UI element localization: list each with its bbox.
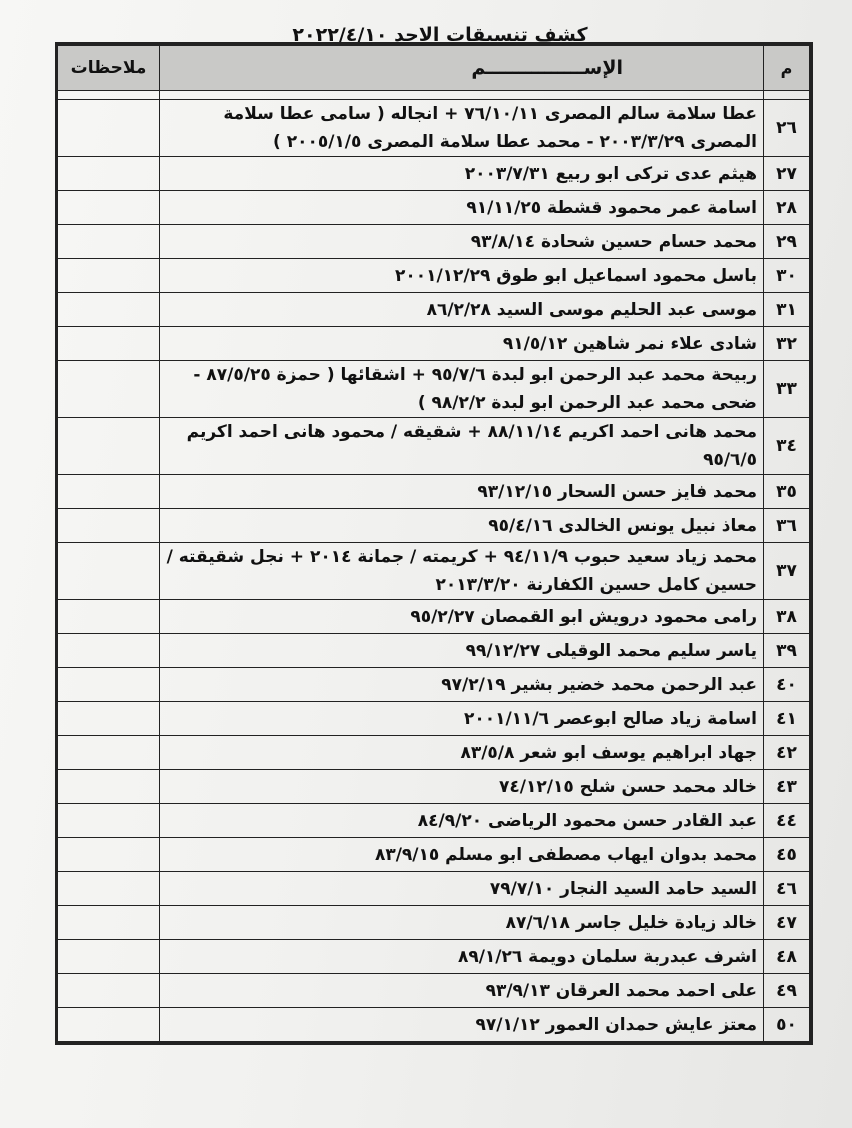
row-notes bbox=[58, 259, 160, 293]
row-number: ٣٨ bbox=[764, 600, 810, 634]
row-number: ٣٢ bbox=[764, 327, 810, 361]
table-header-row bbox=[58, 46, 810, 91]
row-number: ٣٦ bbox=[764, 509, 810, 543]
table-row bbox=[58, 543, 810, 600]
row-name: عبد القادر حسن محمود الرياضى ٨٤/٩/٢٠ bbox=[160, 804, 764, 838]
spacer-row bbox=[58, 91, 810, 100]
row-notes bbox=[58, 327, 160, 361]
row-number: ٣٣ bbox=[764, 361, 810, 418]
row-name: معتز عايش حمدان العمور ٩٧/١/١٢ bbox=[160, 1008, 764, 1042]
table-row bbox=[58, 361, 810, 418]
table-row bbox=[58, 191, 810, 225]
spacer-cell bbox=[160, 91, 764, 100]
page-title: كشف تنسيقات الاحد ٢٠٢٢/٤/١٠ bbox=[292, 24, 588, 46]
table-row bbox=[58, 1008, 810, 1042]
row-name: عبد الرحمن محمد خضير بشير ٩٧/٢/١٩ bbox=[160, 668, 764, 702]
spacer-cell bbox=[58, 91, 160, 100]
row-number: ٤٦ bbox=[764, 872, 810, 906]
row-name: موسى عبد الحليم موسى السيد ٨٦/٢/٢٨ bbox=[160, 293, 764, 327]
row-name: معاذ نبيل يونس الخالدى ٩٥/٤/١٦ bbox=[160, 509, 764, 543]
row-name: محمد هانى احمد اكريم ٨٨/١١/١٤ + شقيقه / محمود هانى احمد اكريم ٩٥/٦/٥ bbox=[160, 418, 764, 475]
row-number: ٤٢ bbox=[764, 736, 810, 770]
row-name: محمد فايز حسن السحار ٩٣/١٢/١٥ bbox=[160, 475, 764, 509]
row-name: على احمد محمد العرقان ٩٣/٩/١٣ bbox=[160, 974, 764, 1008]
row-notes bbox=[58, 838, 160, 872]
row-number: ٤٨ bbox=[764, 940, 810, 974]
table-row bbox=[58, 100, 810, 157]
row-name: ياسر سليم محمد الوقيلى ٩٩/١٢/٢٧ bbox=[160, 634, 764, 668]
row-name: محمد زياد سعيد حبوب ٩٤/١١/٩ + كريمته / جمانة ٢٠١٤ + نجل شقيقته / حسين كامل حسين الكفارنة ٢٠١٣/٣/٢٠ bbox=[160, 543, 764, 600]
row-number: ٣٤ bbox=[764, 418, 810, 475]
header-name: الإســـــــــــــــم bbox=[160, 46, 764, 91]
row-notes bbox=[58, 600, 160, 634]
row-number: ٣٧ bbox=[764, 543, 810, 600]
row-name: اشرف عبدربة سلمان دويمة ٨٩/١/٢٦ bbox=[160, 940, 764, 974]
row-number: ٤٩ bbox=[764, 974, 810, 1008]
header-notes: ملاحظات bbox=[58, 46, 160, 91]
row-name: باسل محمود اسماعيل ابو طوق ٢٠٠١/١٢/٢٩ bbox=[160, 259, 764, 293]
row-notes bbox=[58, 509, 160, 543]
row-notes bbox=[58, 157, 160, 191]
row-number: ٢٦ bbox=[764, 100, 810, 157]
row-number: ٣٥ bbox=[764, 475, 810, 509]
row-number: ٣٩ bbox=[764, 634, 810, 668]
row-number: ٢٨ bbox=[764, 191, 810, 225]
table-row bbox=[58, 804, 810, 838]
row-number: ٣٠ bbox=[764, 259, 810, 293]
table-row bbox=[58, 906, 810, 940]
row-name: اسامة عمر محمود قشطة ٩١/١١/٢٥ bbox=[160, 191, 764, 225]
row-name: خالد زيادة خليل جاسر ٨٧/٦/١٨ bbox=[160, 906, 764, 940]
row-notes bbox=[58, 418, 160, 475]
row-notes bbox=[58, 361, 160, 418]
table-row bbox=[58, 872, 810, 906]
table-row bbox=[58, 770, 810, 804]
row-notes bbox=[58, 634, 160, 668]
row-name: محمد حسام حسين شحادة ٩٣/٨/١٤ bbox=[160, 225, 764, 259]
row-name: رامى محمود درويش ابو القمصان ٩٥/٢/٢٧ bbox=[160, 600, 764, 634]
table-row bbox=[58, 634, 810, 668]
table-row bbox=[58, 259, 810, 293]
row-notes bbox=[58, 872, 160, 906]
row-notes bbox=[58, 974, 160, 1008]
row-name: اسامة زياد صالح ابوعصر ٢٠٠١/١١/٦ bbox=[160, 702, 764, 736]
row-name: خالد محمد حسن شلح ٧٤/١٢/١٥ bbox=[160, 770, 764, 804]
row-notes bbox=[58, 668, 160, 702]
table-row bbox=[58, 940, 810, 974]
row-number: ٤٧ bbox=[764, 906, 810, 940]
table-row bbox=[58, 702, 810, 736]
row-name: جهاد ابراهيم يوسف ابو شعر ٨٣/٥/٨ bbox=[160, 736, 764, 770]
table-row bbox=[58, 736, 810, 770]
table-row bbox=[58, 475, 810, 509]
row-name: شادى علاء نمر شاهين ٩١/٥/١٢ bbox=[160, 327, 764, 361]
row-number: ٢٩ bbox=[764, 225, 810, 259]
row-notes bbox=[58, 906, 160, 940]
row-name: السيد حامد السيد النجار ٧٩/٧/١٠ bbox=[160, 872, 764, 906]
row-name: هيثم عدى تركى ابو ربيع ٢٠٠٣/٧/٣١ bbox=[160, 157, 764, 191]
table-row bbox=[58, 509, 810, 543]
row-notes bbox=[58, 804, 160, 838]
row-notes bbox=[58, 1008, 160, 1042]
table-row bbox=[58, 600, 810, 634]
spacer-cell bbox=[764, 91, 810, 100]
table-row bbox=[58, 838, 810, 872]
row-notes bbox=[58, 100, 160, 157]
table-row bbox=[58, 974, 810, 1008]
coordination-table bbox=[55, 42, 813, 1045]
row-number: ٤٤ bbox=[764, 804, 810, 838]
row-notes bbox=[58, 225, 160, 259]
table-row bbox=[58, 225, 810, 259]
row-number: ٥٠ bbox=[764, 1008, 810, 1042]
table-row bbox=[58, 418, 810, 475]
row-number: ٤١ bbox=[764, 702, 810, 736]
names-table bbox=[57, 45, 810, 1042]
row-number: ٢٧ bbox=[764, 157, 810, 191]
table-row bbox=[58, 157, 810, 191]
table-row bbox=[58, 668, 810, 702]
table-row bbox=[58, 327, 810, 361]
row-notes bbox=[58, 191, 160, 225]
row-notes bbox=[58, 702, 160, 736]
row-name: ربيحة محمد عبد الرحمن ابو لبدة ٩٥/٧/٦ + اشقائها ( حمزة ٨٧/٥/٢٥ - ضحى محمد عبد الرحمن ابو لبدة ٩٨/٢/٢ ) bbox=[160, 361, 764, 418]
row-notes bbox=[58, 940, 160, 974]
header-number: م bbox=[764, 46, 810, 91]
table-row bbox=[58, 293, 810, 327]
row-number: ٤٣ bbox=[764, 770, 810, 804]
row-notes bbox=[58, 770, 160, 804]
row-number: ٤٥ bbox=[764, 838, 810, 872]
row-notes bbox=[58, 475, 160, 509]
row-notes bbox=[58, 736, 160, 770]
row-name: محمد بدوان ايهاب مصطفى ابو مسلم ٨٣/٩/١٥ bbox=[160, 838, 764, 872]
row-notes bbox=[58, 293, 160, 327]
row-notes bbox=[58, 543, 160, 600]
row-number: ٤٠ bbox=[764, 668, 810, 702]
row-number: ٣١ bbox=[764, 293, 810, 327]
row-name: عطا سلامة سالم المصرى ٧٦/١٠/١١ + انجاله ( سامى عطا سلامة المصرى ٢٠٠٣/٣/٢٩ - محمد عطا سلامة المصرى ٢٠٠٥/١/٥ ) bbox=[160, 100, 764, 157]
